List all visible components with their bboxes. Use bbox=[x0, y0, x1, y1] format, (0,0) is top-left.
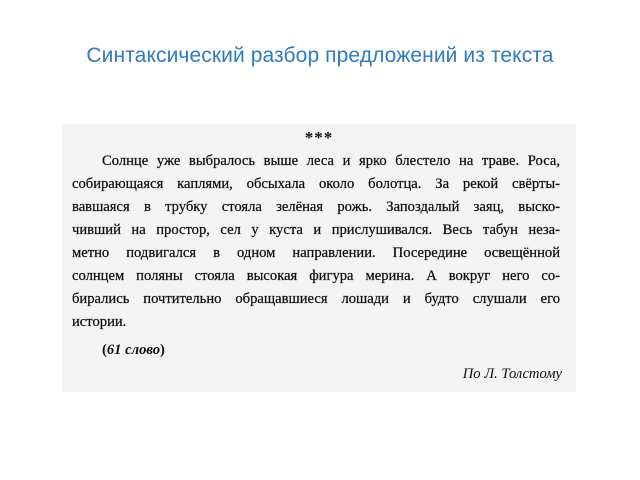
text-line-1: Солнце уже выбралось выше леса и ярко блестело на траве. Роса, bbox=[102, 153, 560, 169]
text-line-6: солнцем поляны стояла высокая фигура мерина. А вокруг него со- bbox=[72, 268, 560, 284]
text-line-4: чивший на простор, сел у куста и прислушивался. Весь табун неза- bbox=[72, 222, 560, 238]
text-line-3: вавшаяся в трубку стояла зелёная рожь. Запоздалый заяц, выско- bbox=[72, 199, 560, 215]
word-count-open-paren: ( bbox=[102, 342, 107, 358]
word-count bbox=[102, 342, 165, 359]
stars-separator: *** bbox=[304, 128, 334, 147]
text-line-7: бирались почтительно обращавшиеся лошади и будто слушали его bbox=[72, 291, 560, 307]
word-count-value: 61 слово bbox=[106, 342, 161, 358]
text-line-5: метно подвигался в одном направлении. Посередине освещённой bbox=[72, 245, 560, 261]
text-line-8: истории. bbox=[72, 314, 127, 330]
scanned-text-image bbox=[62, 124, 576, 392]
text-line-2: собирающаяся каплями, обсыхала около болотца. За рекой свёрты- bbox=[72, 176, 560, 192]
slide-title: Синтаксический разбор предложений из текста bbox=[86, 44, 554, 67]
word-count-close-paren: ) bbox=[160, 342, 165, 358]
author-attribution: По Л. Толстому bbox=[462, 366, 562, 382]
